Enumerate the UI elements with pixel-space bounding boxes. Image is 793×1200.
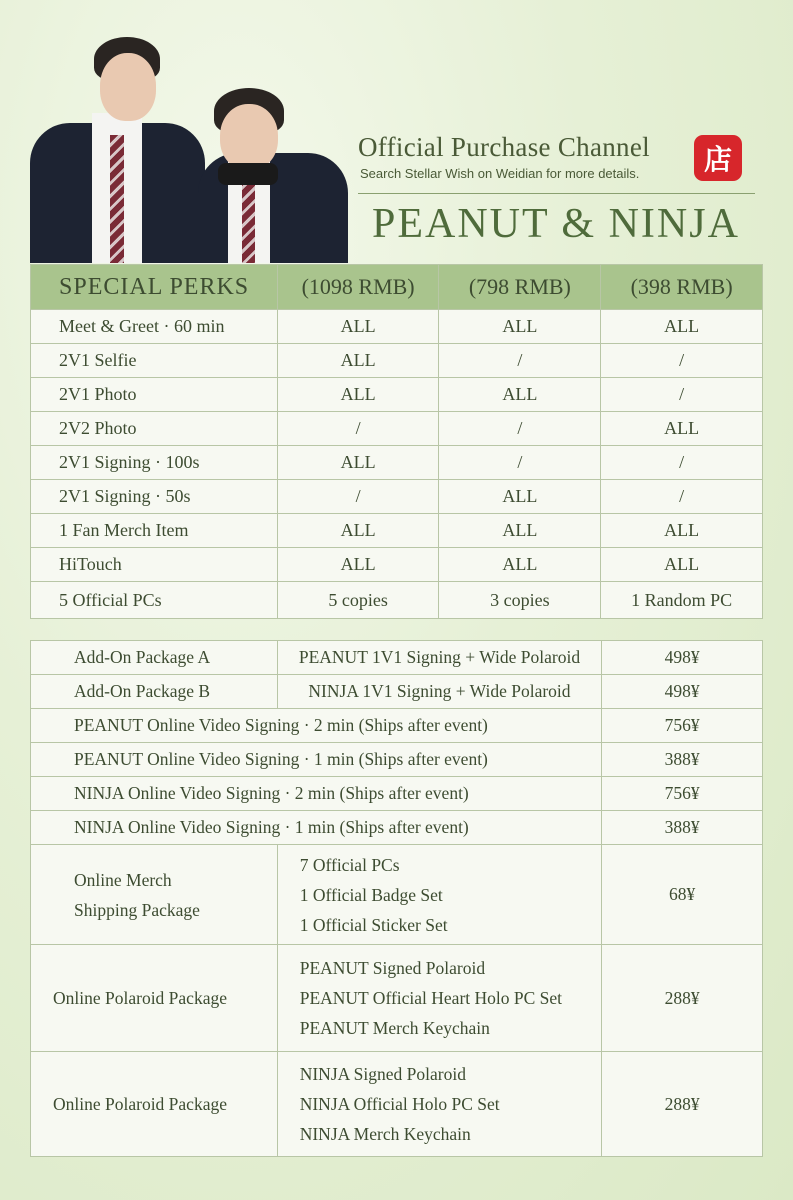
merch-package-items [277,845,602,945]
merch-label-line1: Online Merch [74,869,172,890]
table-row [31,675,763,709]
list-item: NINJA Signed Polaroid [299,1064,466,1084]
perk-value: 3 copies [439,582,601,619]
perk-label: Meet & Greet · 60 min [31,310,278,344]
addon-b-desc: NINJA 1V1 Signing + Wide Polaroid [277,675,602,709]
perk-label: 2V1 Signing · 100s [31,446,278,480]
table-row [31,412,763,446]
perk-value: ALL [277,514,439,548]
merch-label-line2: Shipping Package [74,899,200,920]
perk-value: / [601,446,763,480]
perk-value: 5 copies [277,582,439,619]
perk-label: 5 Official PCs [31,582,278,619]
table-row [31,641,763,675]
table-row [31,811,763,845]
perk-value: ALL [277,378,439,412]
camera [218,163,278,185]
perk-value: ALL [439,514,601,548]
perks-header-row [31,265,763,310]
perk-value: / [439,344,601,378]
tier-398-header: (398 RMB) [601,265,763,310]
tier-1098-header: (1098 RMB) [277,265,439,310]
perk-value: ALL [277,310,439,344]
title-block [358,132,743,181]
video-signing-price: 388¥ [602,811,763,845]
perk-value: ALL [601,548,763,582]
perk-label: 2V1 Signing · 50s [31,480,278,514]
person-left [30,35,205,263]
list-item: PEANUT Official Heart Holo PC Set [299,988,563,1008]
list-item: 1 Official Sticker Set [299,914,448,935]
addon-a-price: 498¥ [602,641,763,675]
table-row [31,743,763,777]
polaroid-peanut-items [277,945,602,1052]
perks-table [30,264,763,619]
list-item: PEANUT Signed Polaroid [299,958,486,978]
title-divider [358,193,755,194]
perk-value: 1 Random PC [601,582,763,619]
perk-value: ALL [439,378,601,412]
artist-title: PEANUT & NINJA [372,201,740,247]
polaroid-peanut-price: 288¥ [602,945,763,1052]
addons-table [30,640,763,1157]
perk-value: / [601,378,763,412]
table-row [31,344,763,378]
perk-value: ALL [439,310,601,344]
weidian-shop-icon: 店 [694,135,742,181]
addon-a-desc: PEANUT 1V1 Signing + Wide Polaroid [277,641,602,675]
perk-value: ALL [277,548,439,582]
channel-subtitle: Search Stellar Wish on Weidian for more details. [360,166,640,181]
table-row [31,777,763,811]
polaroid-ninja-price: 288¥ [602,1052,763,1157]
table-row [31,310,763,344]
table-row [31,514,763,548]
video-signing-label: NINJA Online Video Signing · 2 min (Ships after event) [31,777,602,811]
list-item: PEANUT Merch Keychain [299,1018,490,1038]
list-item: 7 Official PCs [299,854,400,875]
perk-label: 2V1 Selfie [31,344,278,378]
perk-value: ALL [439,548,601,582]
polaroid-peanut-label: Online Polaroid Package [31,945,278,1052]
addon-b-price: 498¥ [602,675,763,709]
perk-value: / [277,412,439,446]
perk-value: / [439,446,601,480]
video-signing-label: PEANUT Online Video Signing · 2 min (Ships after event) [31,709,602,743]
table-row [31,945,763,1052]
list-item: NINJA Merch Keychain [299,1124,471,1144]
perk-value: ALL [601,514,763,548]
list-item: 1 Official Badge Set [299,884,443,905]
table-row [31,480,763,514]
perk-label: 1 Fan Merch Item [31,514,278,548]
video-signing-price: 756¥ [602,709,763,743]
tier-798-header: (798 RMB) [439,265,601,310]
merch-package-label [31,845,278,945]
perk-value: ALL [277,344,439,378]
perk-label: 2V1 Photo [31,378,278,412]
video-signing-label: PEANUT Online Video Signing · 1 min (Ships after event) [31,743,602,777]
table-row [31,378,763,412]
addon-a-label: Add-On Package A [31,641,278,675]
table-row [31,582,763,619]
perk-label: 2V2 Photo [31,412,278,446]
video-signing-price: 756¥ [602,777,763,811]
table-row [31,548,763,582]
perk-value: / [601,344,763,378]
perk-value: ALL [601,310,763,344]
table-row [31,709,763,743]
perk-value: ALL [277,446,439,480]
person-right [198,88,348,263]
perk-label: HiTouch [31,548,278,582]
polaroid-ninja-label: Online Polaroid Package [31,1052,278,1157]
perk-value: ALL [601,412,763,446]
perk-value: ALL [439,480,601,514]
merch-package-price: 68¥ [602,845,763,945]
perk-value: / [439,412,601,446]
polaroid-ninja-items [277,1052,602,1157]
promo-photo [30,35,350,263]
addon-b-label: Add-On Package B [31,675,278,709]
list-item: NINJA Official Holo PC Set [299,1094,500,1114]
perk-value: / [601,480,763,514]
video-signing-price: 388¥ [602,743,763,777]
table-row [31,1052,763,1157]
perk-value: / [277,480,439,514]
table-row [31,845,763,945]
video-signing-label: NINJA Online Video Signing · 1 min (Ships after event) [31,811,602,845]
perks-col-header: SPECIAL PERKS [31,265,278,310]
table-row [31,446,763,480]
channel-title: Official Purchase Channel [358,132,650,162]
